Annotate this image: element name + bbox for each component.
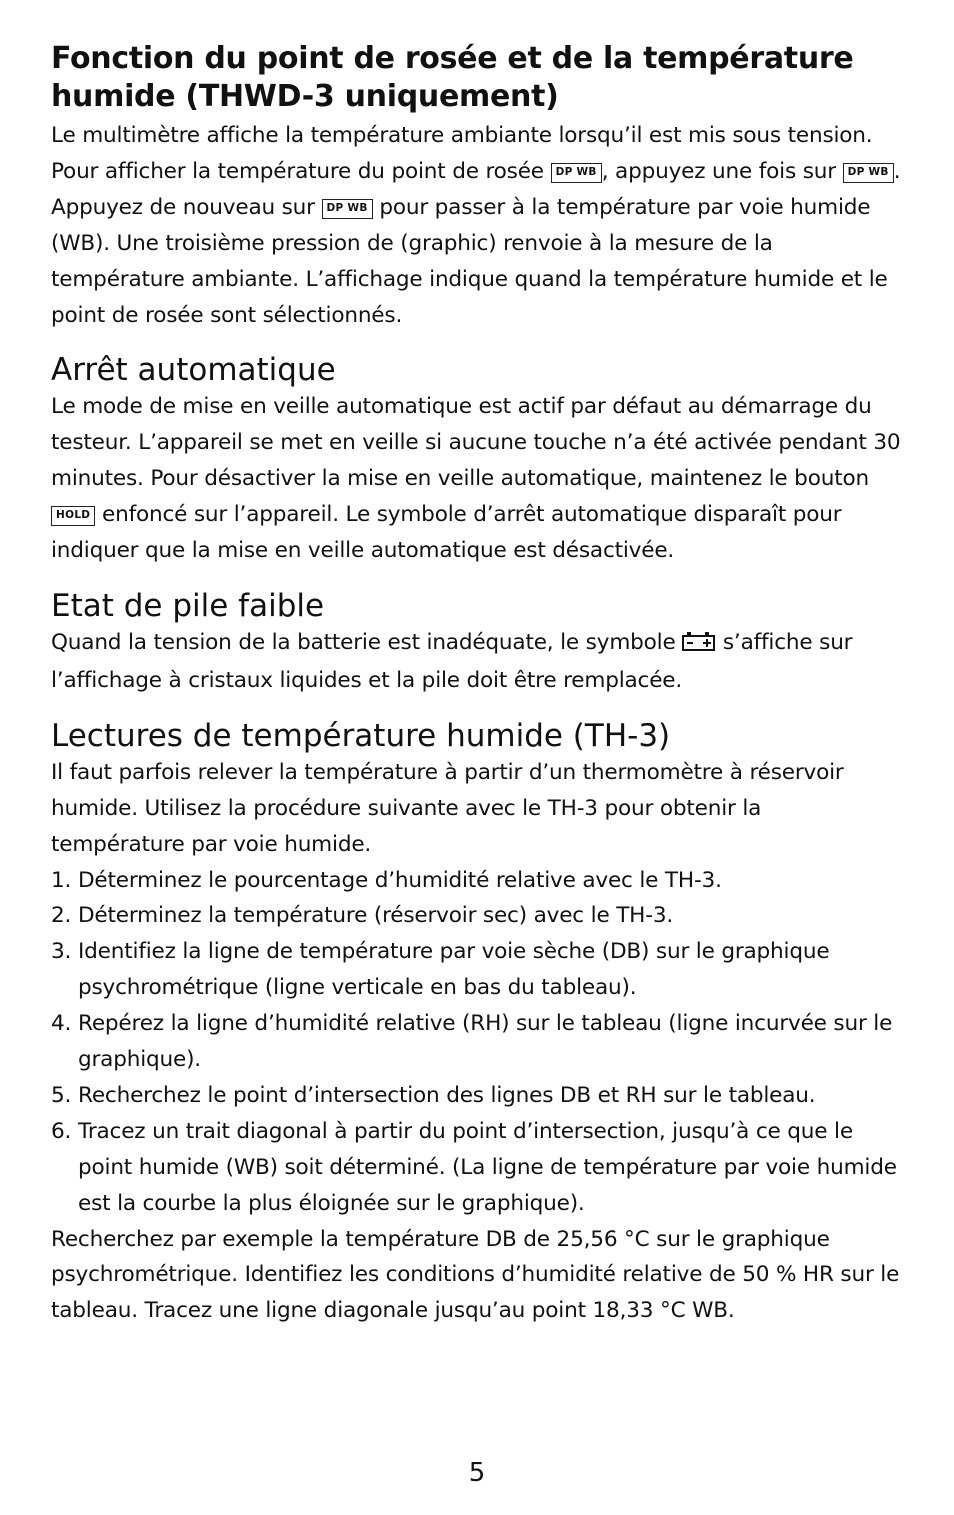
step-number: 6. [51, 1118, 72, 1144]
step-text: Tracez un trait diagonal à partir du point d’intersection, jusqu’à ce que le point humide (WB) soit déterminé. (La ligne de température par voie humide est la courbe la plus éloignée sur le graphique). [78, 1118, 897, 1216]
list-item [51, 1078, 901, 1114]
text-run: pour passer à la température par voie humide (WB). Une troisième pression de (graphic) renvoie à la mesure de la température ambiante. L’affichage indique quand la température humide et le point de rosée sont sélectionnés. [51, 194, 888, 328]
wet-bulb-example: Recherchez par exemple la température DB de 25,56 °C sur le graphique psychrométrique. Identifiez les conditions d’humidité relative de 50 % HR sur le tableau. Tracez une ligne diagonale jusqu’au point 18,33 °C WB. [51, 1226, 900, 1324]
hold-key-icon: HOLD [51, 506, 95, 526]
text-run: s’affiche sur l’affichage à cristaux liquides et la pile doit être remplacée. [51, 629, 853, 693]
low-battery-paragraph [51, 625, 901, 699]
step-number: 4. [51, 1011, 72, 1037]
step-text: Repérez la ligne d’humidité relative (RH) sur le tableau (ligne incurvée sur le graphique). [78, 1011, 893, 1073]
battery-icon [682, 627, 716, 663]
text-run: enfoncé sur l’appareil. Le symbole d’arrêt automatique disparaît pour indiquer que la mise en veille automatique est désactivée. [51, 502, 842, 564]
section-title-dew-point: Fonction du point de rosée et de la température humide (THWD-3 uniquement) [51, 41, 854, 114]
page-content [51, 40, 901, 1329]
dp-wb-key-icon: DP WB [322, 199, 373, 219]
wet-bulb-intro: Il faut parfois relever la température à partir d’un thermomètre à réservoir humide. Utilisez la procédure suivante avec le TH-3 pour obtenir la température par voie humide. [51, 759, 844, 857]
text-run: , appuyez une fois sur [601, 158, 843, 184]
step-number: 2. [51, 903, 72, 929]
dp-wb-key-icon: DP WB [551, 163, 602, 183]
text-run: Le multimètre affiche la température ambiante lorsqu’il est mis sous tension. Pour afficher la température du point de rosée [51, 123, 873, 184]
step-number: 3. [51, 939, 72, 965]
list-item [51, 863, 901, 899]
procedure-steps [51, 863, 901, 1222]
step-text: Déterminez le pourcentage d’humidité relative avec le TH-3. [78, 867, 722, 893]
dew-point-paragraph [51, 118, 901, 333]
section-title-wet-bulb: Lectures de température humide (TH-3) [51, 717, 671, 754]
list-item [51, 1006, 901, 1078]
step-text: Recherchez le point d’intersection des lignes DB et RH sur le tableau. [78, 1082, 816, 1108]
step-text: Identifiez la ligne de température par voie sèche (DB) sur le graphique psychrométrique (ligne verticale en bas du tableau). [78, 939, 830, 1001]
list-item [51, 898, 901, 934]
auto-off-paragraph [51, 389, 901, 569]
section-title-low-battery: Etat de pile faible [51, 587, 325, 624]
dp-wb-key-icon: DP WB [843, 163, 894, 183]
step-text: Déterminez la température (réservoir sec) avec le TH-3. [78, 903, 674, 929]
section-title-auto-off: Arrêt automatique [51, 352, 336, 389]
step-number: 5. [51, 1082, 72, 1108]
list-item [51, 934, 901, 1006]
text-run: . Appuyez de nouveau sur [51, 158, 901, 220]
list-item [51, 1114, 901, 1222]
page-number: 5 [468, 1458, 486, 1488]
step-number: 1. [51, 867, 72, 893]
text-run: Quand la tension de la batterie est inadéquate, le symbole [51, 629, 683, 655]
text-run: Le mode de mise en veille automatique est actif par défaut au démarrage du testeur. L’appareil se met en veille si aucune touche n’a été activée pendant 30 minutes. Pour désactiver la mise en veille automatique, maintenez le bouton [51, 394, 901, 492]
